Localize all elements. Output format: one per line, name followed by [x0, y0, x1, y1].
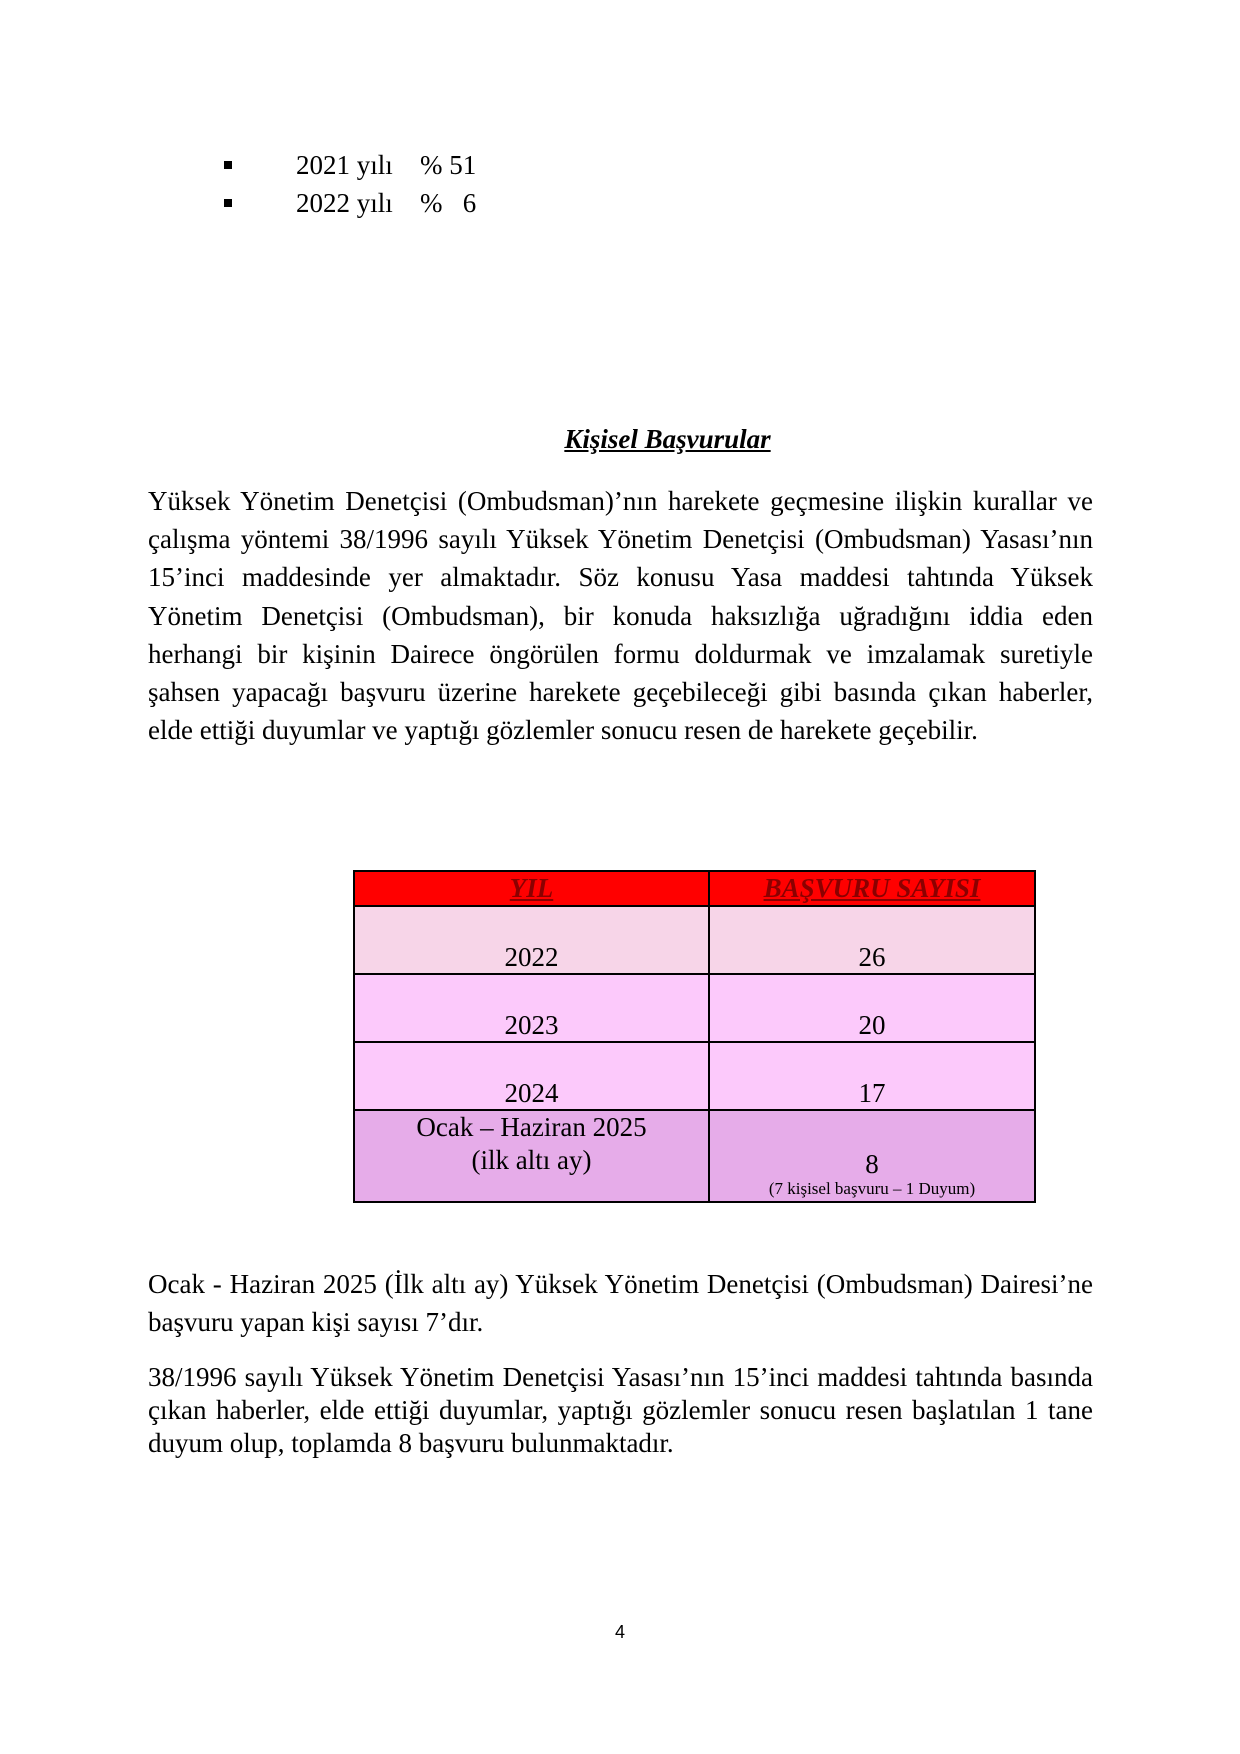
year-cell: [354, 1110, 709, 1202]
bullet-year: 2021 yılı: [296, 149, 393, 180]
count-cell: 26: [709, 906, 1035, 974]
bullet-percent: % 6: [420, 187, 477, 218]
year-cell: 2024: [354, 1042, 709, 1110]
square-bullet-icon: [224, 199, 232, 207]
period-sublabel: (ilk altı ay): [471, 1145, 592, 1175]
percent-bullet-list: [224, 146, 476, 222]
page-number: 4: [614, 1622, 625, 1642]
period-label: Ocak – Haziran 2025: [416, 1112, 647, 1142]
table-row: [354, 1110, 1035, 1202]
bullet-item: [224, 184, 476, 222]
bullet-item: [224, 146, 476, 184]
intro-paragraph: Yüksek Yönetim Denetçisi (Ombudsman)’nın harekete geçmesine ilişkin kurallar ve çalışma yöntemi 38/1996 sayılı Yüksek Yönetim Denetçisi (Ombudsman) Yasası’nın 15’inci maddesinde yer almaktadır. Söz konusu Yasa maddesi tahtında Yüksek Yönetim Denetçisi (Ombudsman), bir konuda haksızlığa uğradığını iddia eden herhangi bir kişinin Dairece öngörülen formu doldurmak ve imzalamak suretiyle şahsen yapacağı başvuru üzerine harekete geçebileceği gibi basında çıkan haberler, elde ettiği duyumlar ve yaptığı gözlemler sonucu resen de harekete geçebilir.: [148, 486, 1093, 746]
bullet-percent: % 51: [420, 149, 477, 180]
year-cell: 2023: [354, 974, 709, 1042]
count-cell: 17: [709, 1042, 1035, 1110]
table-row: [354, 906, 1035, 974]
summary-paragraph: Ocak - Haziran 2025 (İlk altı ay) Yüksek Yönetim Denetçisi (Ombudsman) Dairesi’ne başvuru yapan kişi sayısı 7’dır.: [148, 1269, 1093, 1337]
count-cell: [709, 1110, 1035, 1202]
column-header-year: YIL: [354, 871, 709, 906]
year-cell: 2022: [354, 906, 709, 974]
table-row: [354, 1042, 1035, 1110]
count-note: (7 kişisel başvuru – 1 Duyum): [768, 1179, 976, 1198]
square-bullet-icon: [224, 161, 232, 169]
section-heading: Kişisel Başvurular: [564, 424, 771, 454]
table-header-row: [354, 871, 1035, 906]
count-cell: 20: [709, 974, 1035, 1042]
count-value: 8: [865, 1149, 879, 1179]
detail-paragraph: 38/1996 sayılı Yüksek Yönetim Denetçisi Yasası’nın 15’inci maddesi tahtında basında çıkan haberler, elde ettiği duyumlar, yaptığı gözlemler sonucu resen başlatılan 1 tane duyum olup, toplamda 8 başvuru bulunmaktadır.: [148, 1362, 1093, 1458]
column-header-count: BAŞVURU SAYISI: [709, 871, 1035, 906]
table-row: [354, 974, 1035, 1042]
bullet-year: 2022 yılı: [296, 187, 393, 218]
applications-table: [353, 870, 1036, 1203]
